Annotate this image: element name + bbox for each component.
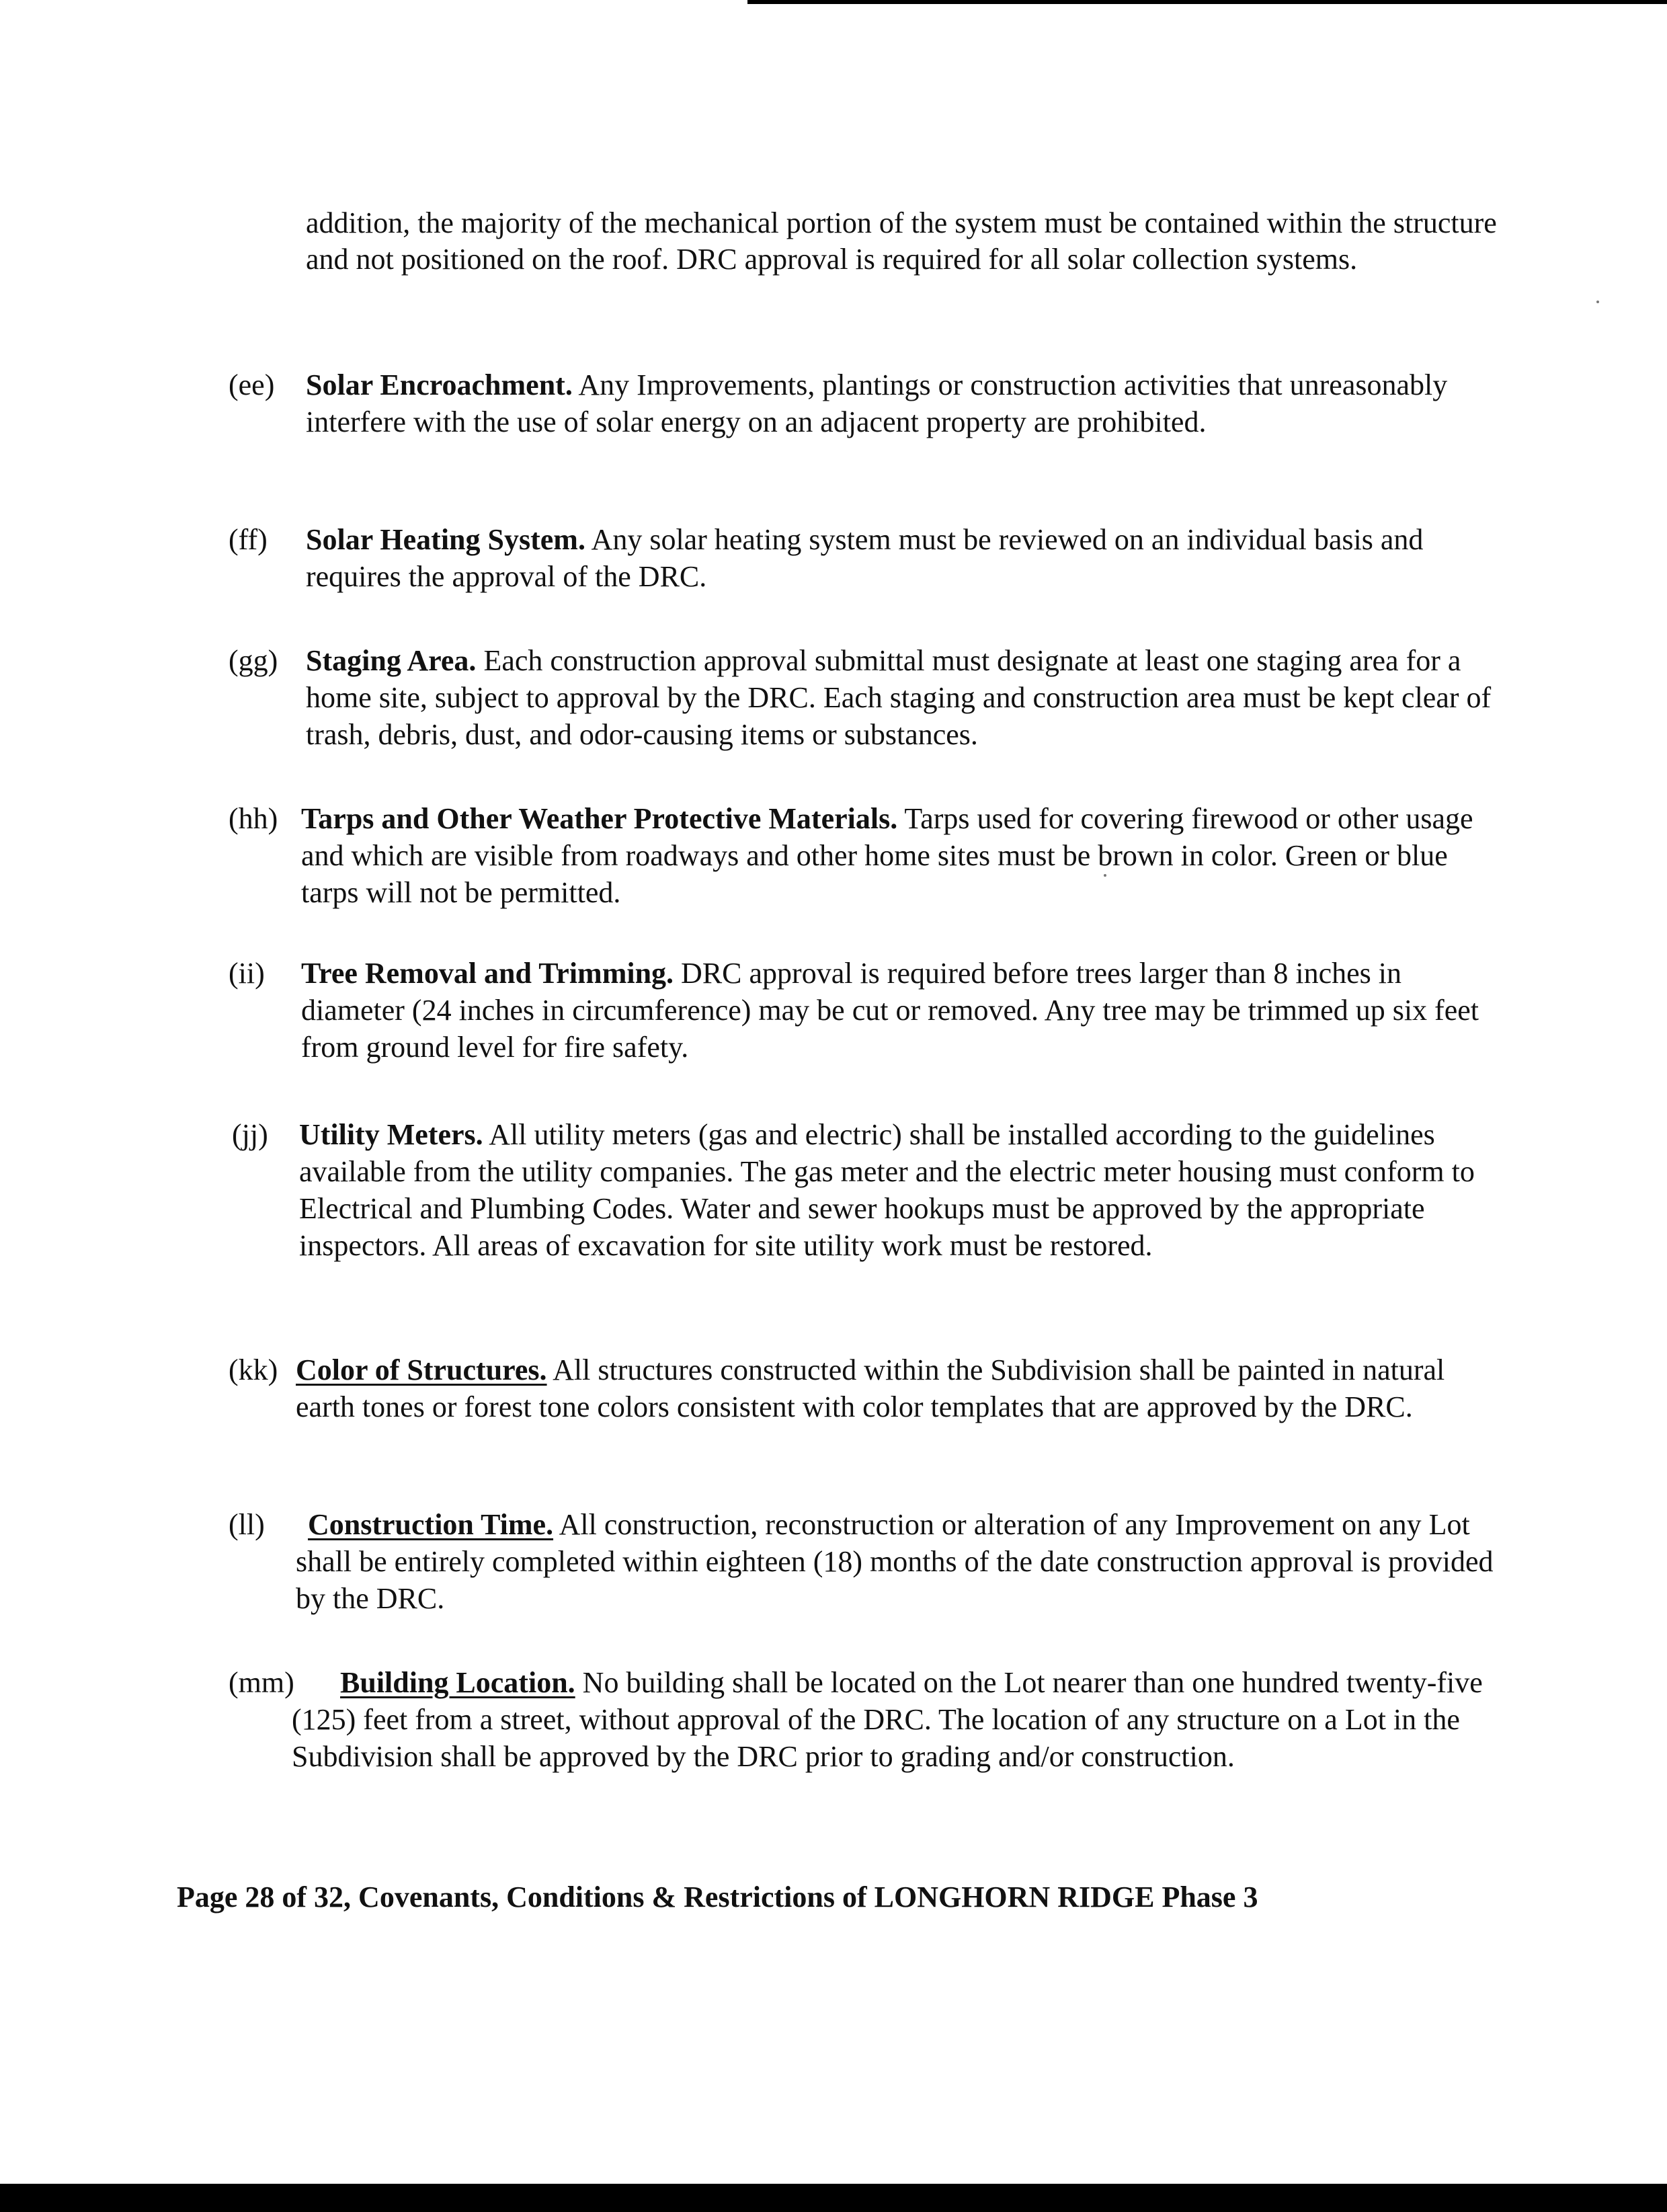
section-number: (ll)	[229, 1508, 265, 1541]
section-title: Construction Time.	[308, 1508, 554, 1541]
section-ee	[229, 366, 1506, 440]
section-title: Tarps and Other Weather Protective Materials.	[301, 802, 898, 835]
page-footer: Page 28 of 32, Covenants, Conditions & Restrictions of LONGHORN RIDGE Phase 3	[177, 1881, 1258, 1913]
section-title: Solar Encroachment.	[306, 368, 573, 401]
section-text: Tarps used for covering firewood or other usage and which are visible from roadways and other home sites must be brown in color. Green or blue tarps will not be permitted.	[301, 802, 1473, 909]
section-number: (mm)	[229, 1666, 294, 1699]
section-number: (ff)	[229, 523, 268, 556]
section-text: Any Improvements, plantings or construction activities that unreasonably interfere with the use of solar energy on an adjacent property are prohibited.	[306, 368, 1448, 438]
section-number: (hh)	[229, 802, 278, 835]
section-body	[232, 1116, 1506, 1264]
section-number: (jj)	[232, 1118, 268, 1151]
section-ff	[229, 521, 1506, 595]
section-text: Any solar heating system must be reviewed on an individual basis and requires the approval of the DRC.	[306, 523, 1424, 593]
section-text: Each construction approval submittal must designate at least one staging area for a home site, subject to approval by the DRC. Each staging and construction area must be kept clear of trash, debris, dust, and odor-causing items or substances.	[306, 644, 1492, 751]
section-body	[229, 642, 1506, 753]
section-body	[229, 1506, 1506, 1617]
section-text: All structures constructed within the Subdivision shall be painted in natural earth tones or forest tone colors consistent with color templates that are approved by the DRC.	[296, 1353, 1445, 1423]
section-text: DRC approval is required before trees larger than 8 inches in diameter (24 inches in circumference) may be cut or removed. Any tree may be trimmed up six feet from ground level for fire safety.	[301, 957, 1479, 1064]
section-body	[229, 955, 1506, 1066]
section-title: Utility Meters.	[299, 1118, 483, 1151]
section-title: Building Location.	[340, 1666, 575, 1699]
section-ii	[229, 955, 1506, 1066]
section-title: Solar Heating System.	[306, 523, 585, 556]
section-title: Tree Removal and Trimming.	[301, 957, 674, 990]
section-number: (gg)	[229, 644, 278, 677]
section-body	[229, 800, 1506, 911]
intro-paragraph: addition, the majority of the mechanical portion of the system must be contained within the structure and not positioned on the roof. DRC approval is required for all solar collection systems.	[306, 206, 1497, 276]
section-gg	[229, 642, 1506, 753]
section-mm	[229, 1664, 1506, 1775]
section-text: No building shall be located on the Lot nearer than one hundred twenty-five (125) feet from a street, without approval of the DRC. The location of any structure on a Lot in the Subdivision shall be approved by the DRC prior to grading and/or construction.	[292, 1666, 1483, 1773]
scan-bottom-edge-band	[0, 2184, 1667, 2212]
section-body	[229, 1351, 1506, 1425]
section-title: Staging Area.	[306, 644, 477, 677]
section-ll	[229, 1506, 1506, 1617]
section-number: (ii)	[229, 957, 265, 990]
section-jj	[232, 1116, 1506, 1264]
section-body	[229, 521, 1506, 595]
section-body	[229, 1664, 1506, 1775]
section-kk	[229, 1351, 1506, 1425]
section-hh	[229, 800, 1506, 911]
section-number: (kk)	[229, 1353, 278, 1386]
section-text: All utility meters (gas and electric) shall be installed according to the guidelines available from the utility companies. The gas meter and the electric meter housing must conform to Electrical and Plumbing Codes. Water and sewer hookups must be approved by the appropriate inspectors. All areas of excavation for site utility work must be restored.	[299, 1118, 1475, 1262]
section-number: (ee)	[229, 368, 275, 401]
section-text: All construction, reconstruction or alteration of any Improvement on any Lot shall be entirely completed within eighteen (18) months of the date construction approval is provided by the DRC.	[296, 1508, 1494, 1615]
section-body	[229, 366, 1506, 440]
section-title: Color of Structures.	[296, 1353, 547, 1386]
